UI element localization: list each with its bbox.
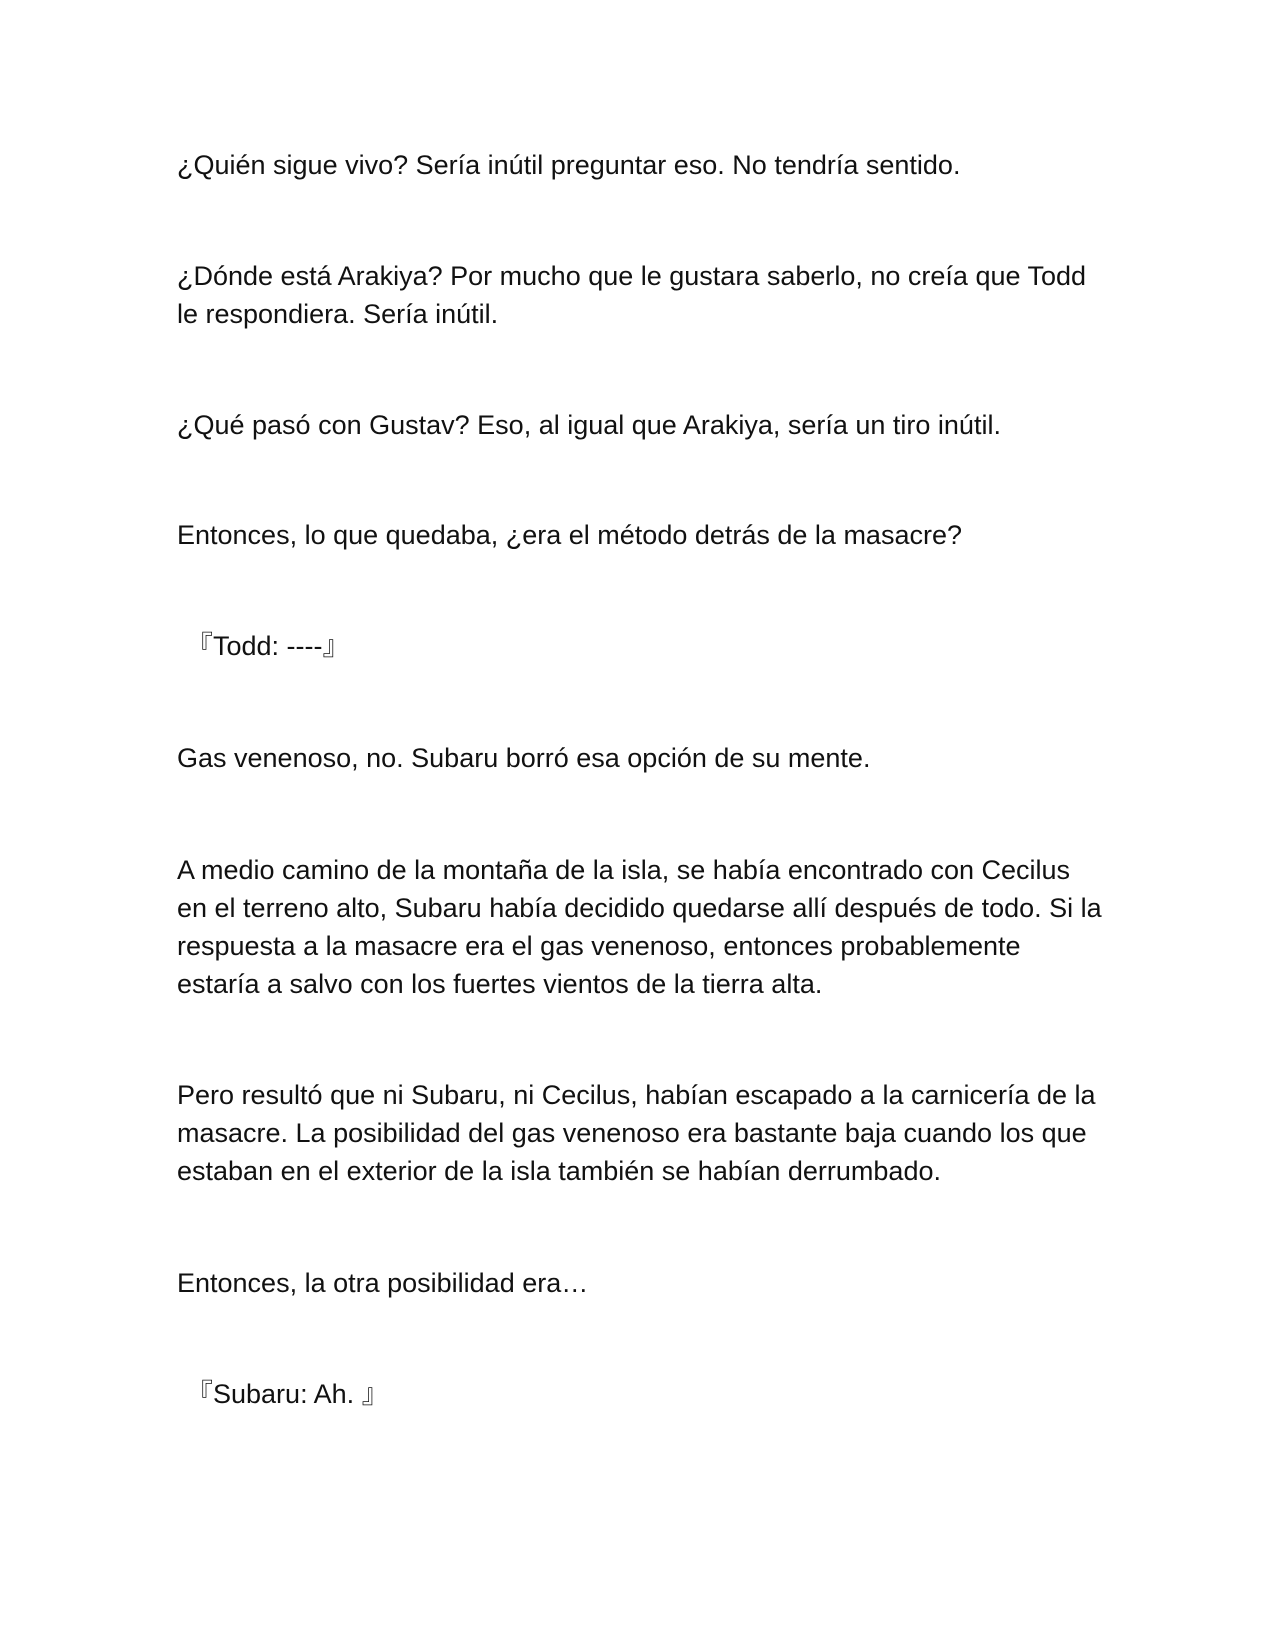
paragraph-9: Entonces, la otra posibilidad era… [177,1268,589,1298]
dialogue-todd: 『Todd: ----』 [186,631,350,661]
paragraph-8: Pero resultó que ni Subaru, ni Cecilus, habían escapado a la carnicería de la masacre. La posibilidad del gas venenoso era bastante baja cuando los que estaban en el exterior de la isla también se habían derrumbado. [177,1080,1096,1186]
paragraph-2: ¿Dónde está Arakiya? Por mucho que le gustara saberlo, no creía que Todd le respondiera. Sería inútil. [177,261,1087,329]
paragraph-3: ¿Qué pasó con Gustav? Eso, al igual que Arakiya, sería un tiro inútil. [177,410,1001,440]
paragraph-1: ¿Quién sigue vivo? Sería inútil preguntar eso. No tendría sentido. [177,150,961,180]
paragraph-4: Entonces, lo que quedaba, ¿era el método detrás de la masacre? [177,520,962,550]
dialogue-subaru: 『Subaru: Ah. 』 [186,1379,389,1409]
paragraph-6: Gas venenoso, no. Subaru borró esa opción de su mente. [177,743,871,773]
paragraph-7: A medio camino de la montaña de la isla, se había encontrado con Cecilus en el terreno alto, Subaru había decidido quedarse allí después de todo. Si la respuesta a la masacre era el gas venenoso, entonces probablemente estaría a salvo con los fuertes vientos de la tierra alta. [177,855,1102,999]
